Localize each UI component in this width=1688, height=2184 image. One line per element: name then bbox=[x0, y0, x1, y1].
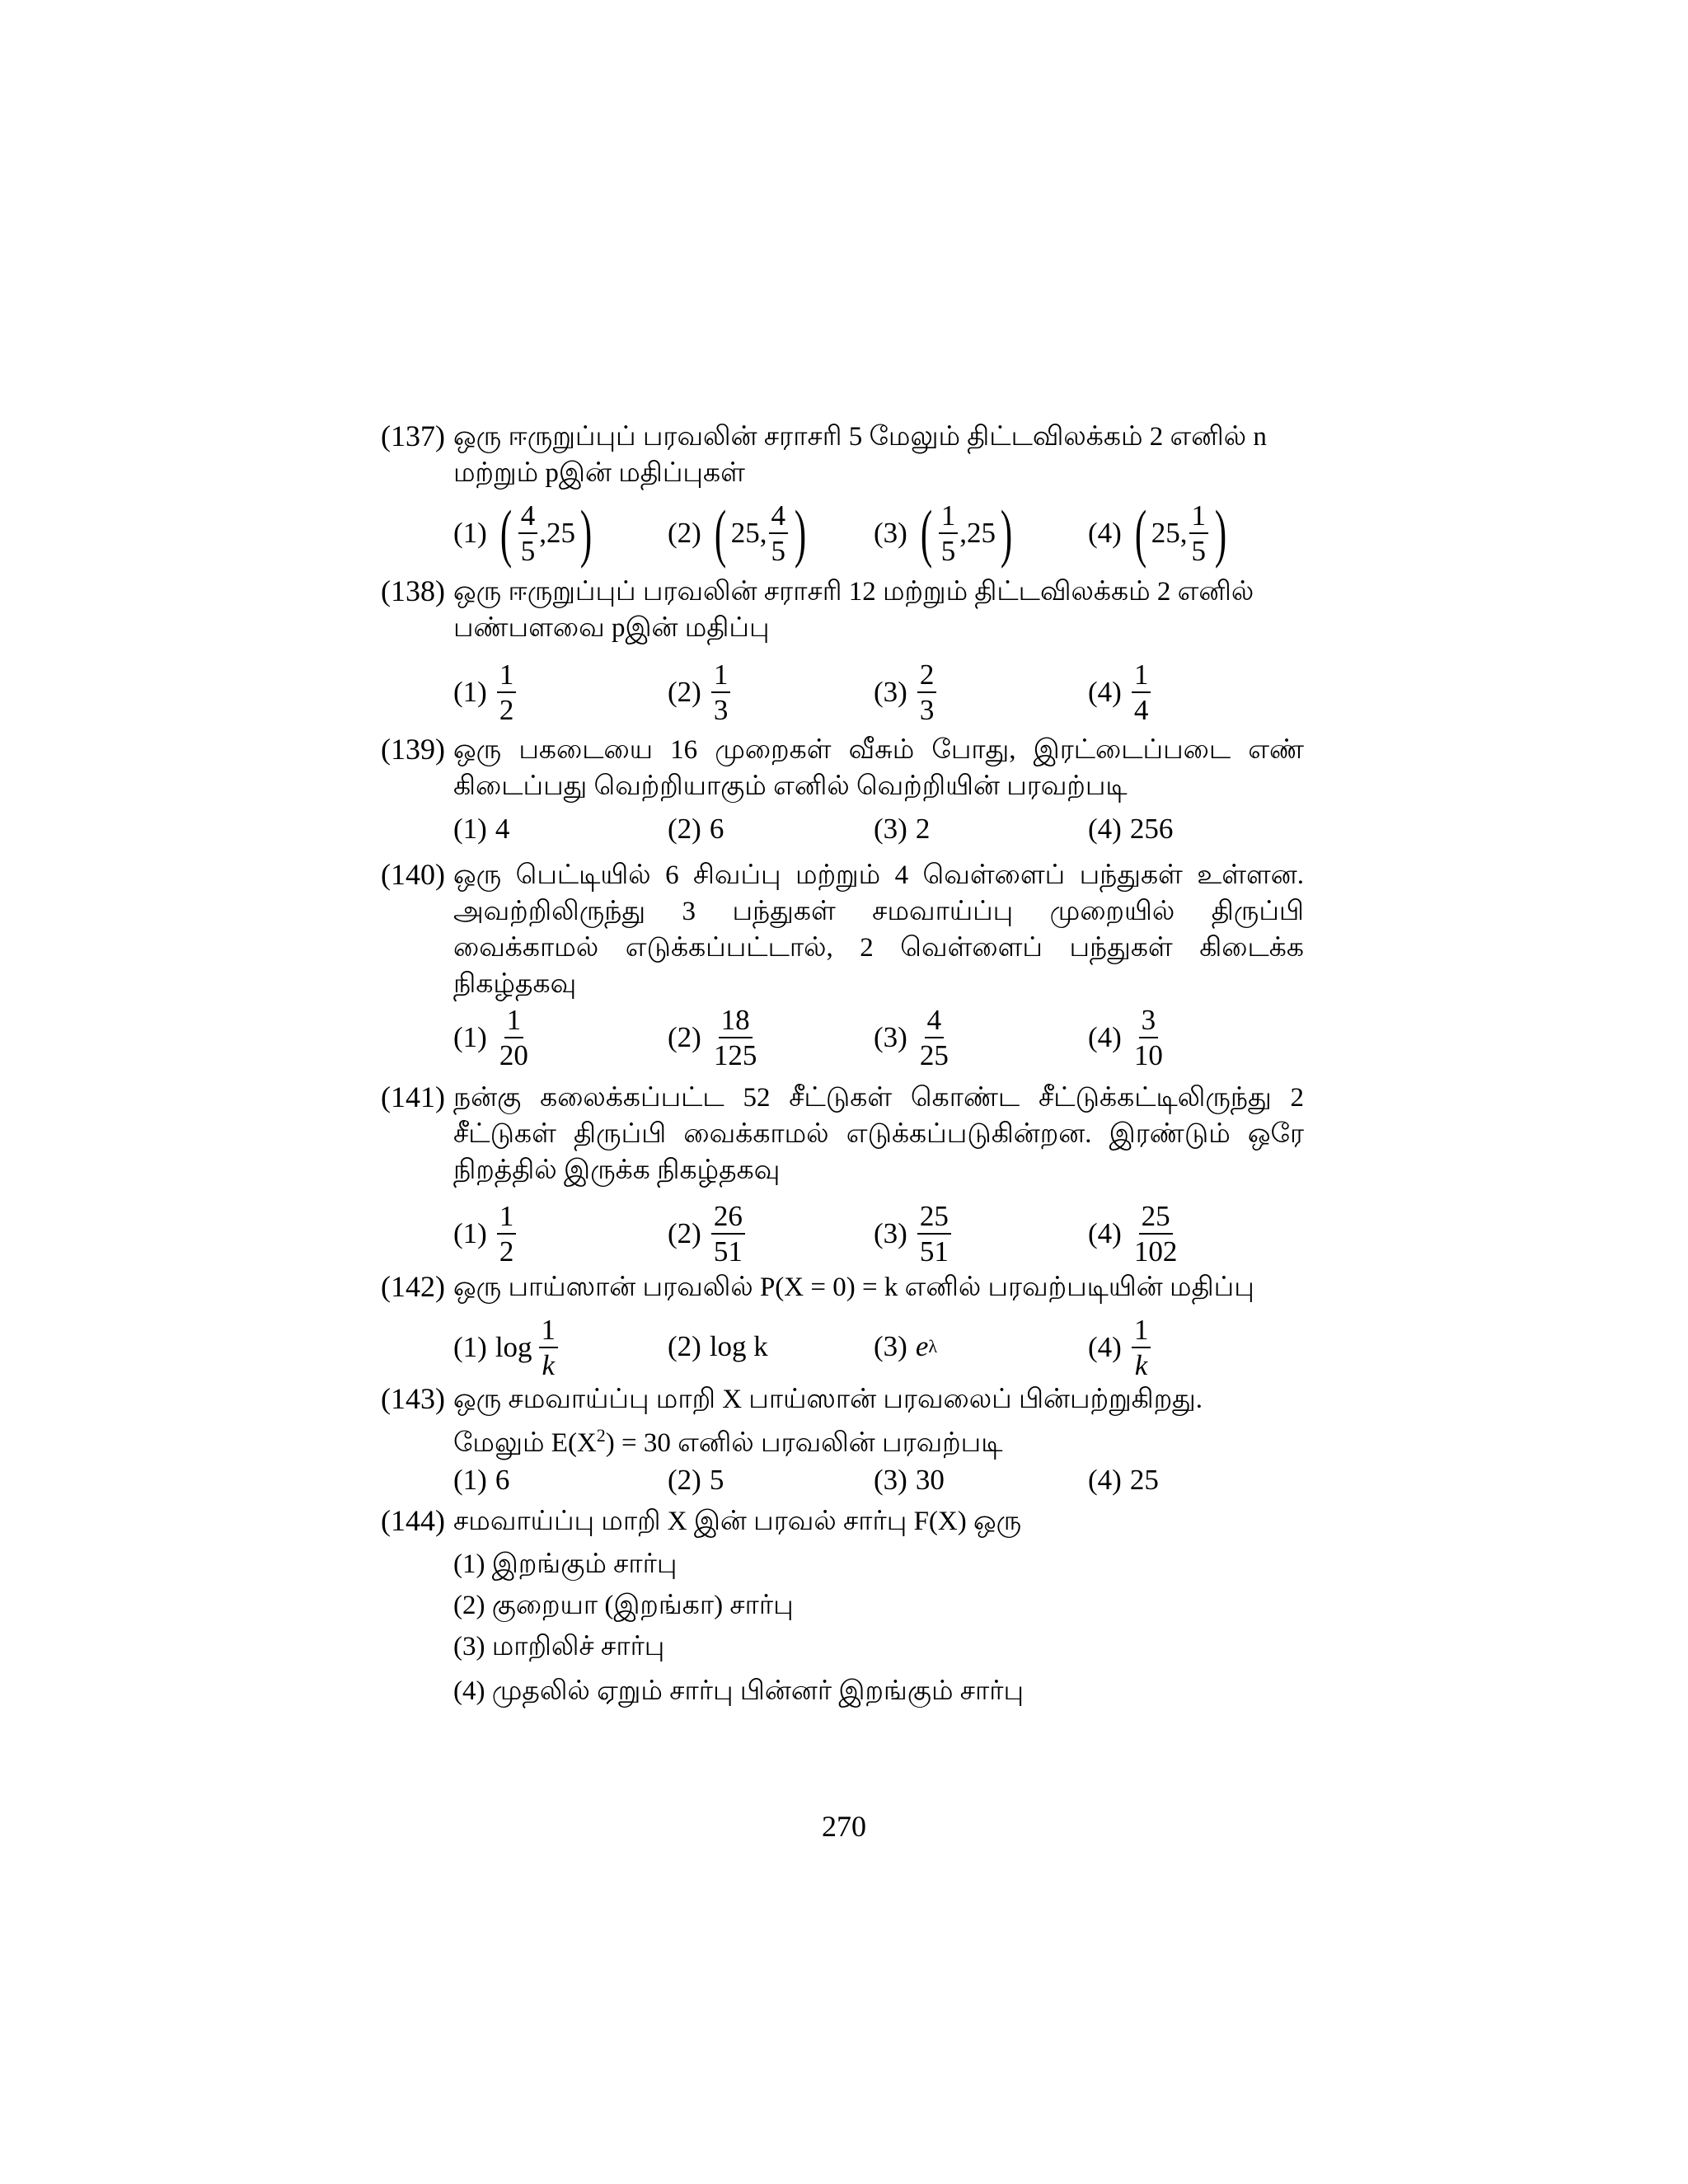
numerator: 1 bbox=[711, 660, 731, 693]
denominator: 2 bbox=[499, 694, 514, 726]
fraction bbox=[1132, 1202, 1180, 1266]
fraction bbox=[917, 660, 937, 724]
numerator: 1 bbox=[539, 1315, 559, 1348]
question-number: (141) bbox=[381, 1080, 445, 1113]
denominator: 5 bbox=[1191, 535, 1207, 567]
numerator: 25 bbox=[917, 1202, 951, 1235]
question-number: (137) bbox=[381, 419, 445, 452]
question-text: நன்கு கலைக்கப்பட்ட 52 சீட்டுகள் கொண்ட சீட்டுக்கட்டிலிருந்து 2 சீட்டுகள் திருப்பி வைக்காமல் எடுக்கப்படுகின்றன. இரண்டும் ஒரே நிறத்தில் இருக்க நிகழ்தகவு bbox=[453, 1083, 1304, 1185]
question-number: (143) bbox=[381, 1382, 445, 1415]
option-label: (2) bbox=[668, 1464, 701, 1496]
numerator: 1 bbox=[497, 1202, 517, 1235]
left-paren: ( bbox=[920, 497, 932, 569]
option-label: (3) bbox=[874, 676, 907, 708]
question-144 bbox=[381, 1503, 1304, 1706]
denominator: 5 bbox=[940, 535, 956, 567]
option-value: 256 bbox=[1129, 813, 1174, 845]
option-1 bbox=[453, 1464, 509, 1497]
question-140 bbox=[381, 857, 1304, 1071]
option-3 bbox=[874, 497, 1017, 569]
option-label: (2) bbox=[668, 1021, 701, 1053]
numerator: 1 bbox=[1132, 660, 1151, 693]
option-label: (2) bbox=[668, 813, 701, 845]
left-paren: ( bbox=[499, 497, 512, 569]
option-4 bbox=[1088, 1005, 1167, 1070]
denominator: 51 bbox=[919, 1235, 949, 1268]
numerator: 25 bbox=[1139, 1202, 1173, 1235]
option-label: (3) bbox=[874, 813, 907, 845]
numerator: 4 bbox=[769, 501, 789, 534]
option-2 bbox=[668, 660, 732, 724]
fraction bbox=[711, 1202, 745, 1266]
option-1 bbox=[453, 1202, 518, 1266]
denominator: 20 bbox=[499, 1039, 528, 1071]
right-paren: ) bbox=[794, 497, 807, 569]
option-pre: 25, bbox=[730, 517, 767, 549]
option-rest: ,25 bbox=[539, 517, 576, 549]
option-rest: ,25 bbox=[959, 517, 996, 549]
option-label: (1) bbox=[453, 517, 487, 549]
numerator: 26 bbox=[711, 1202, 745, 1235]
question-number: (144) bbox=[381, 1504, 445, 1537]
option-pre: 25, bbox=[1151, 517, 1188, 549]
fraction bbox=[497, 1202, 517, 1266]
option-2 bbox=[668, 1330, 768, 1363]
denominator: 3 bbox=[713, 694, 729, 726]
option-label: (3) bbox=[874, 1330, 907, 1362]
right-paren: ) bbox=[1214, 497, 1227, 569]
option-label: (2) bbox=[668, 1217, 701, 1249]
fraction bbox=[1132, 1315, 1151, 1380]
fraction bbox=[711, 1005, 760, 1070]
option-label: (1) bbox=[453, 1464, 487, 1496]
option-2 bbox=[668, 813, 724, 846]
denominator: 25 bbox=[919, 1039, 949, 1071]
option-label: (3) bbox=[874, 1217, 907, 1249]
option-1 bbox=[453, 813, 509, 846]
text-part: மேலும் E(X bbox=[453, 1428, 597, 1458]
option-label: (4) bbox=[1088, 1217, 1122, 1249]
option-label: (1) bbox=[453, 1021, 487, 1053]
option-3 bbox=[874, 1202, 953, 1266]
numerator: 4 bbox=[518, 501, 538, 534]
page-number: 270 bbox=[822, 1810, 866, 1843]
question-143 bbox=[381, 1381, 1304, 1496]
option-2 bbox=[668, 1005, 761, 1070]
denominator: 2 bbox=[499, 1235, 514, 1268]
option-value: 6 bbox=[495, 1464, 510, 1496]
option-label: (4) bbox=[1088, 676, 1122, 708]
option-value: 30 bbox=[915, 1464, 945, 1496]
option-label: (1) bbox=[453, 813, 487, 845]
option-3 bbox=[874, 660, 938, 724]
denominator: 3 bbox=[919, 694, 935, 726]
fraction bbox=[939, 501, 959, 565]
denominator: k bbox=[1134, 1349, 1148, 1381]
question-text-line-1: ஒரு சமவாய்ப்பு மாறி X பாய்ஸான் பரவலைப் பின்பற்றுகிறது. bbox=[453, 1385, 1203, 1414]
option-label: (1) bbox=[453, 676, 487, 708]
option-3 bbox=[874, 1464, 945, 1497]
choice-1: (1) இறங்கும் சார்பு bbox=[453, 1549, 678, 1579]
option-label: (4) bbox=[1088, 517, 1122, 549]
option-label: (4) bbox=[1088, 1021, 1122, 1053]
numerator: 1 bbox=[1132, 1315, 1151, 1348]
numerator: 4 bbox=[925, 1005, 945, 1038]
option-4 bbox=[1088, 1202, 1181, 1266]
numerator: 1 bbox=[497, 660, 517, 693]
text-part: ) = 30 எனில் பரவலின் பரவற்படி bbox=[605, 1428, 1003, 1458]
option-3 bbox=[874, 813, 930, 846]
fraction bbox=[539, 1315, 559, 1380]
option-label: (2) bbox=[668, 676, 701, 708]
question-text bbox=[453, 1381, 1304, 1461]
option-1 bbox=[453, 1005, 532, 1070]
option-value: 6 bbox=[709, 813, 724, 845]
option-value: log k bbox=[709, 1330, 768, 1362]
option-pre: log bbox=[495, 1331, 532, 1363]
superscript: λ bbox=[928, 1336, 938, 1357]
left-paren: ( bbox=[1134, 497, 1146, 569]
question-142 bbox=[381, 1269, 1304, 1381]
option-4 bbox=[1088, 1315, 1152, 1380]
fraction bbox=[497, 660, 517, 724]
question-number: (140) bbox=[381, 858, 445, 891]
question-text: ஒரு பாய்ஸான் பரவலில் P(X = 0) = k எனில் பரவற்படியின் மதிப்பு bbox=[453, 1272, 1254, 1302]
question-text: சமவாய்ப்பு மாறி X இன் பரவல் சார்பு F(X) ஒரு bbox=[453, 1507, 1022, 1536]
option-1 bbox=[453, 1315, 560, 1380]
option-value: 5 bbox=[709, 1464, 724, 1496]
option-label: (3) bbox=[874, 517, 907, 549]
question-number: (142) bbox=[381, 1270, 445, 1303]
option-label: (4) bbox=[1088, 1331, 1122, 1363]
option-label: (4) bbox=[1088, 813, 1122, 845]
question-number: (138) bbox=[381, 574, 445, 607]
denominator: 5 bbox=[520, 535, 536, 567]
right-paren: ) bbox=[1000, 497, 1013, 569]
question-139 bbox=[381, 732, 1304, 845]
fraction bbox=[711, 660, 731, 724]
numerator: 18 bbox=[719, 1005, 753, 1038]
choice-4: (4) முதலில் ஏறும் சார்பு பின்னர் இறங்கும் சார்பு bbox=[453, 1676, 1025, 1706]
option-value: e bbox=[915, 1330, 929, 1362]
question-text-line-2 bbox=[453, 1418, 1304, 1461]
fraction bbox=[1189, 501, 1209, 565]
option-value: 25 bbox=[1129, 1464, 1159, 1496]
numerator: 2 bbox=[917, 660, 937, 693]
option-2 bbox=[668, 1202, 747, 1266]
option-label: (4) bbox=[1088, 1464, 1122, 1496]
option-1 bbox=[453, 497, 597, 569]
option-2 bbox=[668, 497, 811, 569]
option-value: 4 bbox=[495, 813, 510, 845]
denominator: 102 bbox=[1133, 1235, 1178, 1268]
right-paren: ) bbox=[579, 497, 593, 569]
denominator: 4 bbox=[1133, 694, 1149, 726]
choice-3: (3) மாறிலிச் சார்பு bbox=[453, 1632, 665, 1661]
option-4 bbox=[1088, 660, 1152, 724]
option-label: (2) bbox=[668, 517, 701, 549]
option-label: (1) bbox=[453, 1331, 487, 1363]
numerator: 3 bbox=[1139, 1005, 1159, 1038]
option-label: (1) bbox=[453, 1217, 487, 1249]
option-4 bbox=[1088, 1464, 1159, 1497]
denominator: k bbox=[542, 1349, 556, 1381]
question-text: ஒரு ஈருறுப்புப் பரவலின் சராசரி 5 மேலும் திட்டவிலக்கம் 2 எனில் n மற்றும் pஇன் மதிப்புகள் bbox=[453, 422, 1267, 488]
question-number: (139) bbox=[381, 733, 445, 766]
fraction bbox=[917, 1005, 951, 1070]
option-2 bbox=[668, 1464, 724, 1497]
option-label: (3) bbox=[874, 1464, 907, 1496]
denominator: 125 bbox=[713, 1039, 757, 1071]
choice-2: (2) குறையா (இறங்கா) சார்பு bbox=[453, 1591, 794, 1620]
question-141 bbox=[381, 1080, 1304, 1268]
option-1 bbox=[453, 660, 518, 724]
question-137 bbox=[381, 419, 1304, 569]
question-138 bbox=[381, 574, 1304, 726]
option-3 bbox=[874, 1330, 937, 1363]
option-value: 2 bbox=[915, 813, 931, 845]
fraction bbox=[1132, 1005, 1165, 1070]
denominator: 5 bbox=[771, 535, 786, 567]
fraction bbox=[518, 501, 538, 565]
question-text: ஒரு ஈருறுப்புப் பரவலின் சராசரி 12 மற்றும் திட்டவிலக்கம் 2 எனில் பண்பளவை pஇன் மதிப்பு bbox=[453, 577, 1254, 643]
numerator: 1 bbox=[504, 1005, 524, 1038]
option-label: (2) bbox=[668, 1330, 701, 1362]
option-4 bbox=[1088, 813, 1173, 846]
question-text: ஒரு பெட்டியில் 6 சிவப்பு மற்றும் 4 வெள்ளைப் பந்துகள் உள்ளன. அவற்றிலிருந்து 3 பந்துகள் சமவாய்ப்பு முறையில் திருப்பி வைக்காமல் எடுக்கப்பட்டால், 2 வெள்ளைப் பந்துகள் கிடைக்க நிகழ்தகவு bbox=[453, 860, 1304, 999]
superscript: 2 bbox=[596, 1425, 606, 1446]
numerator: 1 bbox=[939, 501, 959, 534]
question-text: ஒரு பகடையை 16 முறைகள் வீசும் போது, இரட்டைப்படை எண் கிடைப்பது வெற்றியாகும் எனில் வெற்றியின் பரவற்படி bbox=[453, 735, 1304, 801]
left-paren: ( bbox=[714, 497, 726, 569]
fraction bbox=[497, 1005, 531, 1070]
numerator: 1 bbox=[1189, 501, 1209, 534]
fraction bbox=[769, 501, 789, 565]
fraction bbox=[1132, 660, 1151, 724]
fraction bbox=[917, 1202, 951, 1266]
option-label: (3) bbox=[874, 1021, 907, 1053]
option-4 bbox=[1088, 497, 1231, 569]
option-3 bbox=[874, 1005, 953, 1070]
denominator: 51 bbox=[713, 1235, 743, 1268]
denominator: 10 bbox=[1133, 1039, 1163, 1071]
